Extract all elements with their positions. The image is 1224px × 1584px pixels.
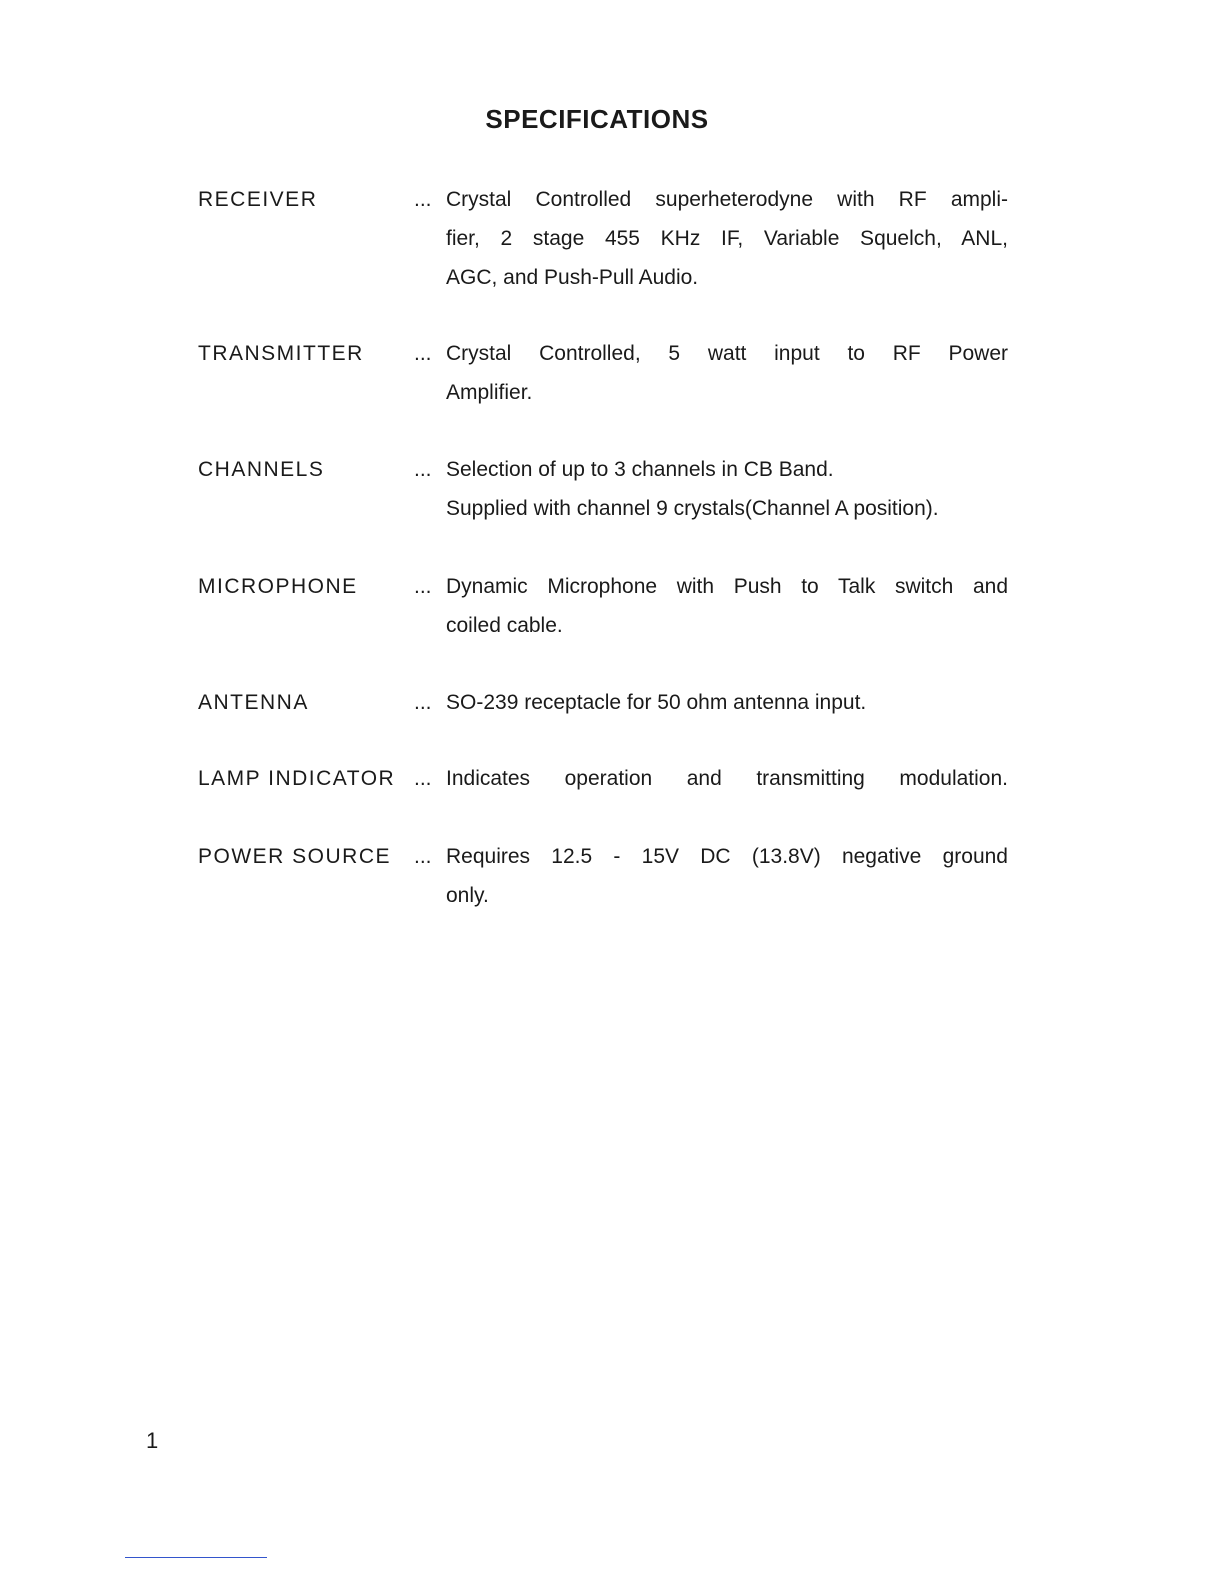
spec-description-line: only. [446,884,489,907]
spec-description-line: fier, 2 stage 455 KHz IF, Variable Squelch, ANL, [446,227,1008,250]
spec-label: TRANSMITTER [198,342,364,365]
spec-leader-dots: ... [414,188,432,211]
spec-description-line: AGC, and Push-Pull Audio. [446,266,699,289]
spec-label: RECEIVER [198,188,318,211]
spec-description-line: coiled cable. [446,614,563,637]
spec-description [446,180,1008,297]
spec-leader-dots: ... [414,845,432,868]
spec-label: CHANNELS [198,458,325,481]
spec-leader-dots: ... [414,458,432,481]
spec-label: POWER SOURCE [198,845,392,868]
spec-description [446,683,1008,722]
spec-description-line: Requires 12.5 - 15V DC (13.8V) negative ground [446,845,1008,868]
footer-rule [125,1557,267,1558]
spec-leader-dots: ... [414,691,432,714]
spec-description [446,334,1008,412]
spec-description-line: Supplied with channel 9 crystals(Channel A position). [446,497,939,520]
spec-leader-dots: ... [414,575,432,598]
spec-description [446,759,1008,798]
spec-description-line: Dynamic Microphone with Push to Talk switch and [446,575,1008,598]
spec-description [446,450,1008,528]
spec-description-line: Indicates operation and transmitting modulation. [446,767,1008,790]
spec-leader-dots: ... [414,342,432,365]
page-number: 1 [146,1428,159,1453]
spec-description-line: Amplifier. [446,381,533,404]
spec-description-line: Crystal Controlled superheterodyne with RF ampli- [446,188,1008,211]
spec-description-line: Crystal Controlled, 5 watt input to RF Power [446,342,1008,365]
spec-label: ANTENNA [198,691,309,714]
spec-description-line: SO-239 receptacle for 50 ohm antenna input. [446,691,867,714]
spec-description [446,837,1008,915]
spec-description-line: Selection of up to 3 channels in CB Band. [446,458,834,481]
spec-label: LAMP INDICATOR [198,767,396,790]
spec-label: MICROPHONE [198,575,358,598]
page-title: SPECIFICATIONS [485,104,709,134]
spec-leader-dots: ... [414,767,432,790]
spec-description [446,567,1008,645]
